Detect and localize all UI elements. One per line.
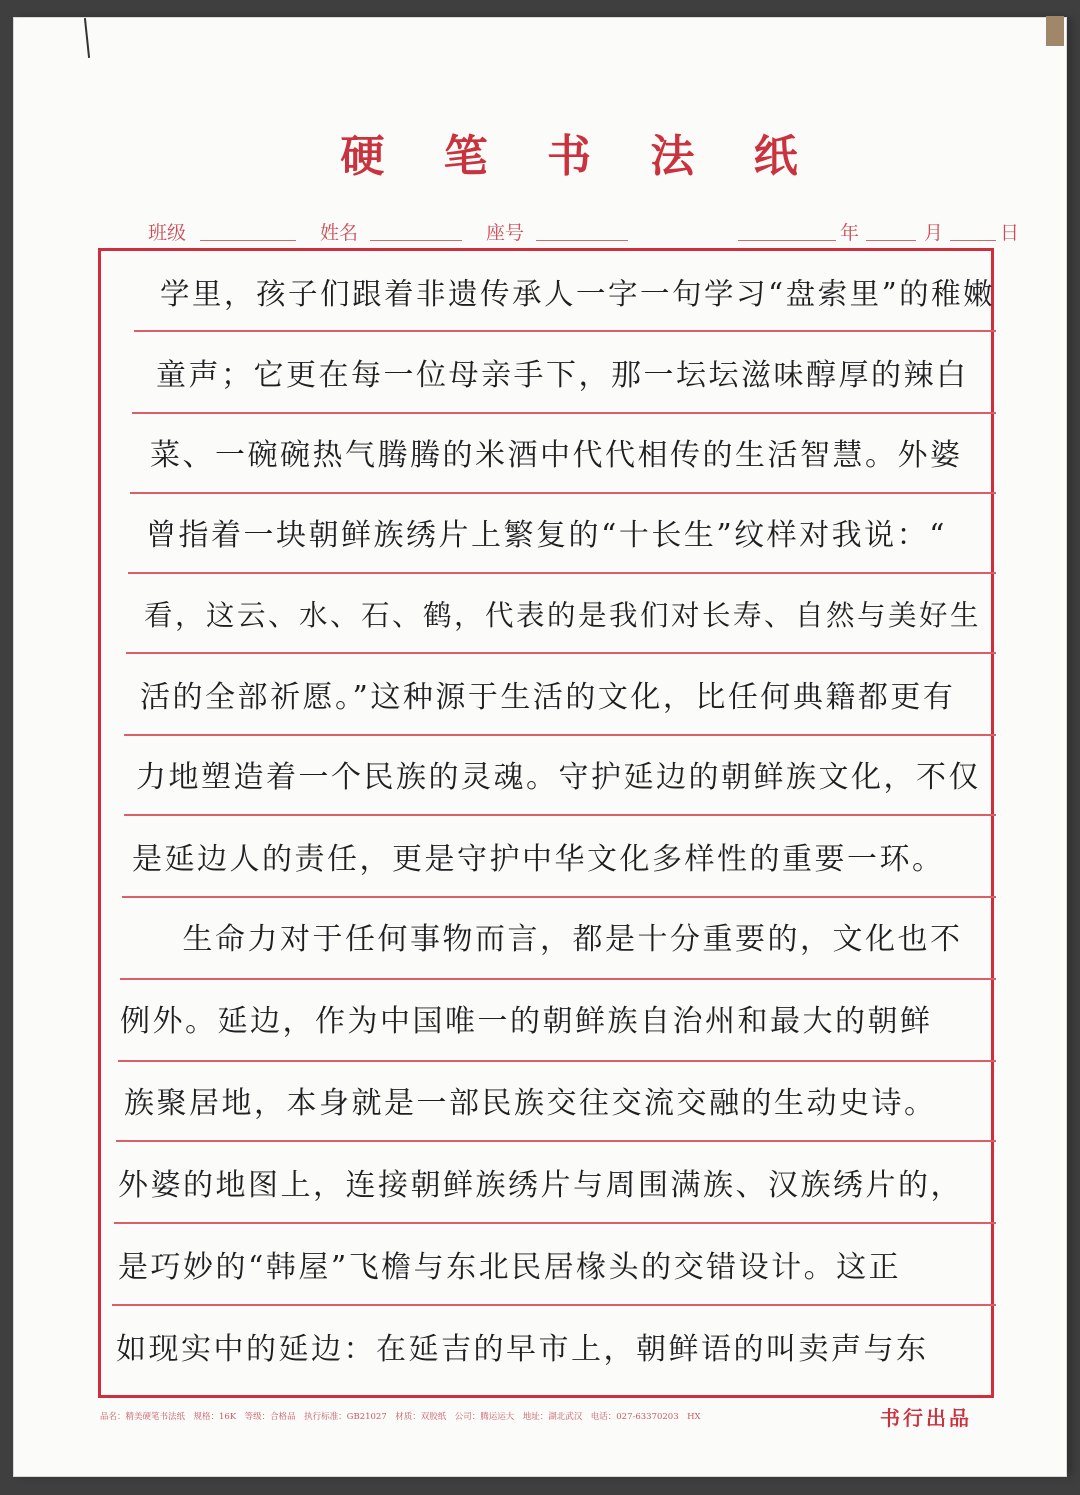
handwritten-line: 例外。延边，作为中国唯一的朝鲜族自治州和最大的朝鲜	[120, 1004, 933, 1039]
product-info: 品名：精美硬笔书法纸 规格：16K 等级：合格品 执行标准：GB21027 材质：双胶纸 公司：腾运运大 地址：湖北武汉 电话：027-63370203 HX	[100, 1412, 701, 1422]
name-field-line	[370, 240, 462, 241]
ruled-line	[130, 492, 996, 494]
ruled-line	[114, 1222, 996, 1224]
class-field-line	[200, 240, 296, 241]
handwritten-line: 菜、一碗碗热气腾腾的米酒中代代相传的生活智慧。外婆	[150, 438, 963, 473]
ruled-line	[132, 412, 996, 414]
ruled-line	[112, 1304, 996, 1306]
year-field-line	[738, 240, 836, 241]
seat-field-line	[536, 240, 628, 241]
handwritten-line: 生命力对于任何事物而言，都是十分重要的，文化也不	[150, 922, 963, 957]
header-fields	[148, 214, 1018, 248]
handwritten-line: 外婆的地图上，连接朝鲜族绣片与周围满族、汉族绣片的，	[118, 1168, 963, 1203]
month-label: 月	[924, 222, 944, 244]
handwritten-line: 是巧妙的“韩屋”飞檐与东北民居椽头的交错设计。这正	[118, 1250, 902, 1285]
ruled-line	[124, 814, 996, 816]
ruled-line	[120, 978, 996, 980]
handwritten-line: 学里，孩子们跟着非遗传承人一字一句学习“盘索里”的稚嫩	[160, 277, 996, 311]
ruled-line	[122, 896, 996, 898]
binder-tab	[1046, 16, 1064, 46]
year-label: 年	[840, 222, 860, 244]
ruled-line	[116, 1140, 996, 1142]
handwritten-line: 活的全部祈愿。”这种源于生活的文化，比任何典籍都更有	[140, 680, 956, 715]
month-field-line	[866, 240, 916, 241]
day-field-line	[950, 240, 996, 241]
handwritten-line: 如现实中的延边：在延吉的早市上，朝鲜语的叫卖声与东	[116, 1332, 929, 1367]
handwritten-line: 是延边人的责任，更是守护中华文化多样性的重要一环。	[132, 842, 945, 877]
page-title: 硬 笔 书 法 纸	[340, 131, 820, 182]
day-label: 日	[1000, 222, 1020, 244]
ruled-line	[128, 572, 996, 574]
handwritten-line: 看，这云、水、石、鹤，代表的是我们对长寿、自然与美好生	[144, 599, 982, 632]
ruled-line	[118, 1060, 996, 1062]
handwritten-line: 童声；它更在每一位母亲手下，那一坛坛滋味醇厚的辣白	[156, 358, 969, 393]
ruled-line	[124, 734, 996, 736]
seat-label: 座号	[486, 222, 525, 244]
ruled-line	[134, 330, 996, 332]
class-label: 班级	[148, 222, 187, 244]
handwritten-line: 族聚居地，本身就是一部民族交往交流交融的生动史诗。	[124, 1086, 937, 1121]
name-label: 姓名	[320, 222, 359, 244]
handwritten-line: 曾指着一块朝鲜族绣片上繁复的“十长生”纹样对我说：“	[146, 518, 948, 553]
ruled-line	[126, 652, 996, 654]
handwritten-line: 力地塑造着一个民族的灵魂。守护延边的朝鲜族文化，不仅	[136, 760, 981, 795]
brand-mark: 书行出品	[880, 1406, 972, 1430]
